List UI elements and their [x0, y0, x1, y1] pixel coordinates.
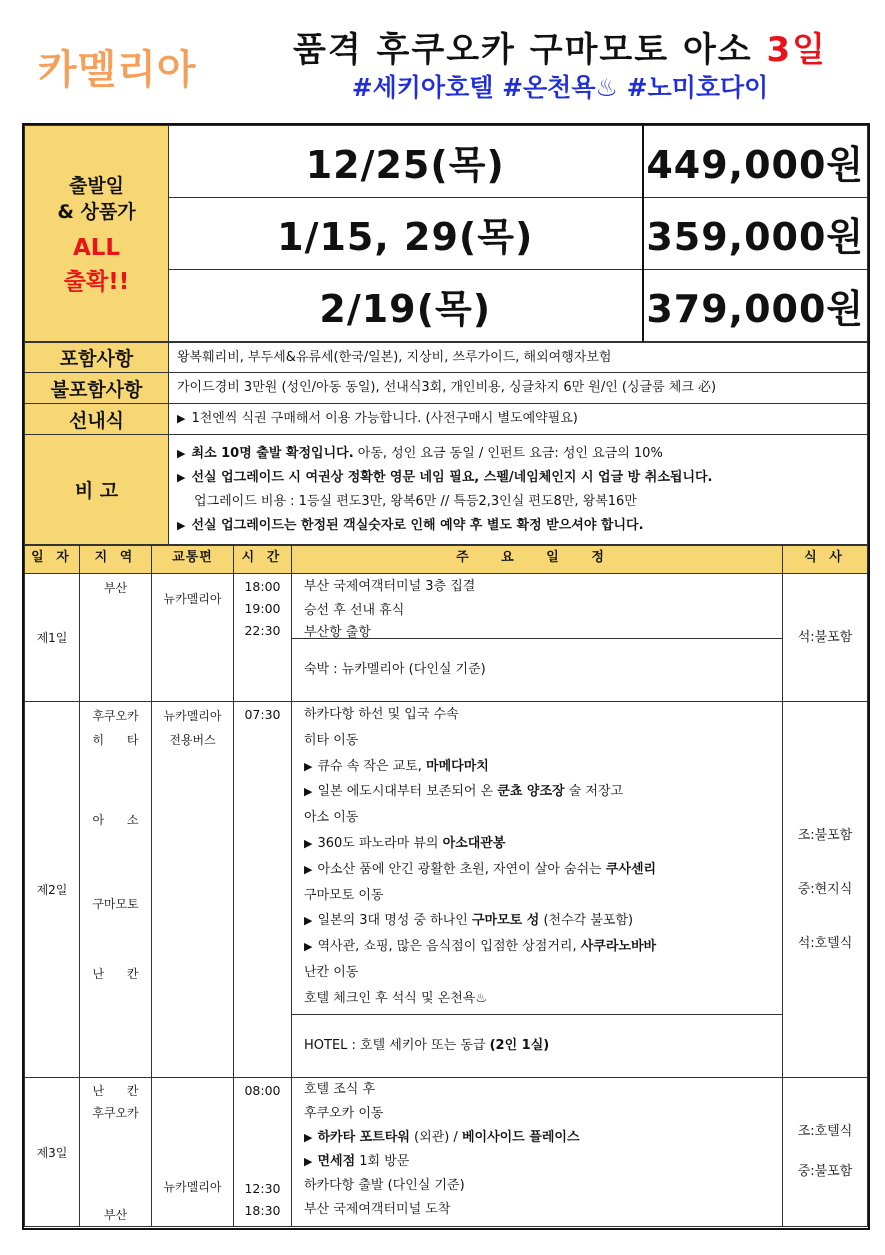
schedule-header-row: [25, 546, 868, 574]
departure-label-cell: [25, 126, 169, 342]
transport-cell: 뉴카멜리아 전용버스: [152, 702, 234, 1078]
departure-date: 12/25(목): [169, 126, 643, 198]
day-label: 제3일: [25, 1078, 80, 1227]
plan-cell: 호텔 조식 후 후쿠오카 이동 ▶ 하카타 포트타워 (외관) / 베이사이드 플레이스 ▶ 면세점 1회 방문 하카다항 출발 (다인실 기준) 부산 국제여객터미널 도착: [292, 1078, 783, 1227]
departure-label-all: ALL: [72, 234, 121, 261]
departure-price: 379,000원: [643, 270, 868, 342]
ship-meal-row: [25, 404, 868, 435]
triangle-bullet-icon: ▶: [304, 836, 313, 850]
included-label: 포함사항: [25, 343, 169, 373]
title-main: 품격 후쿠오카 구마모토 아소: [293, 30, 753, 70]
note-line: 업그레이드 비용 : 1등실 편도3만, 왕복6만 // 특등2,3인실 편도8만, 왕복16만: [194, 493, 637, 509]
time-cell: 18:00 19:00 22:30: [234, 574, 292, 702]
triangle-bullet-icon: ▶: [177, 470, 186, 484]
notes-text: [169, 435, 868, 545]
brand-logo-text: 카멜리아: [38, 47, 197, 93]
notes-label: 비 고: [25, 435, 169, 545]
excluded-text: 가이드경비 3만원 (성인/아동 동일), 선내식3회, 개인비용, 싱글차지 6만 원/인 (싱글룸 체크 必): [169, 373, 868, 404]
title-days: 3일: [766, 30, 827, 70]
area-cell: 난 칸 후쿠오카 부산: [80, 1078, 152, 1227]
triangle-bullet-icon: ▶: [304, 940, 313, 954]
plan-cell: 부산 국제여객터미널 3층 집결 승선 후 선내 휴식 부산항 출항 숙박 : 뉴카멜리아 (다인실 기준): [292, 574, 783, 702]
stay-info: 숙박 : 뉴카멜리아 (다인실 기준): [292, 638, 782, 700]
departure-label-confirmed: 출확!!: [63, 268, 130, 295]
departure-price: 449,000원: [643, 126, 868, 198]
triangle-bullet-icon: ▶: [177, 518, 186, 532]
excluded-row: [25, 373, 868, 404]
day-label: 제1일: [25, 574, 80, 702]
included-row: [25, 343, 868, 373]
header-plan: 주 요 일 정: [292, 546, 783, 574]
header-day: 일 자: [25, 546, 80, 574]
excluded-label: 불포함사항: [25, 373, 169, 404]
triangle-bullet-icon: ▶: [304, 862, 313, 876]
notes-row: [25, 435, 868, 545]
schedule-day-row: [25, 574, 868, 702]
plan-cell: 하카다항 하선 및 입국 수속 히타 이동 ▶ 큐슈 속 작은 교토, 마메다마치 ▶ 일본 에도시대부터 보존되어 온 쿤쵸 양조장 술 저장고 아소 이동 ▶ 360도 파노라마 뷰의 아소대관봉 ▶ 아소산 품에 안긴 광활한 초원, 자연이 살아 숨쉬는 쿠사센리 구마모토 이동 ▶ 일본의 3대 명성 중 하나인 구마모토 성 (천수각 불포함) ▶ 역사관, 쇼핑, 많은 음식점이 입점한 상점거리, 사쿠라노바바 난칸 이동 호텔 체크인 후 석식 및 온천욕♨ HOTEL : 호텔 세키아 또는 동급 (2인 1실): [292, 702, 783, 1078]
hashtags: #세키아호텔 #온천욕♨ #노미호다이: [351, 73, 769, 102]
triangle-bullet-icon: ▶: [304, 1155, 313, 1168]
area-cell: 후쿠오카 히 타 아 소 구마모토 난 칸: [80, 702, 152, 1078]
area-cell: 부산: [80, 574, 152, 702]
schedule-day-row: [25, 702, 868, 1078]
time-cell: 08:00 12:30 18:30: [234, 1078, 292, 1227]
header-area: 지 역: [80, 546, 152, 574]
page-title: [250, 22, 870, 71]
transport-cell: 뉴카멜리아: [152, 1078, 234, 1227]
info-table: [24, 342, 868, 545]
note-line: ▶ 선실 업그레이드는 한정된 객실숫자로 인해 예약 후 별도 확정 받으셔야 합니다.: [177, 517, 644, 533]
ship-meal-text: ▶ 1천엔씩 식권 구매해서 이용 가능합니다. (사전구매시 별도예약필요): [169, 404, 868, 435]
departure-price: 359,000원: [643, 198, 868, 270]
triangle-bullet-icon: ▶: [177, 412, 186, 425]
meal-cell: 조:호텔식 중:불포함: [783, 1078, 868, 1227]
schedule-day-row: [25, 1078, 868, 1227]
departure-date: 2/19(목): [169, 270, 643, 342]
departure-date: 1/15, 29(목): [169, 198, 643, 270]
transport-cell: 뉴카멜리아: [152, 574, 234, 702]
meal-cell: 석:불포함: [783, 574, 868, 702]
triangle-bullet-icon: ▶: [304, 759, 313, 773]
triangle-bullet-icon: ▶: [177, 446, 186, 460]
included-text: 왕복훼리비, 부두세&유류세(한국/일본), 지상비, 쓰루가이드, 해외여행자보험: [169, 343, 868, 373]
itinerary-box: [22, 123, 870, 1230]
header-meal: 식 사: [783, 546, 868, 574]
ship-meal-label: 선내식: [25, 404, 169, 435]
triangle-bullet-icon: ▶: [304, 914, 313, 928]
departure-label-2: & 상품가: [57, 200, 136, 223]
note-line: ▶ 최소 10명 출발 확정입니다. 아동, 성인 요금 동일 / 인펀트 요금: 성인 요금의 10%: [177, 445, 663, 461]
header-time: 시 간: [234, 546, 292, 574]
price-row: [25, 126, 868, 198]
time-cell: 07:30: [234, 702, 292, 1078]
triangle-bullet-icon: ▶: [304, 785, 313, 799]
stay-info: HOTEL : 호텔 세키아 또는 동급 (2인 1실): [292, 1014, 782, 1076]
note-line: ▶ 선실 업그레이드 시 여권상 정확한 영문 네임 필요, 스펠/네임체인지 시 업글 방 취소됩니다.: [177, 469, 713, 485]
meal-cell: 조:불포함 중:현지식 석:호텔식: [783, 702, 868, 1078]
departure-price-table: [24, 125, 868, 342]
triangle-bullet-icon: ▶: [304, 1131, 313, 1144]
schedule-table: [24, 545, 868, 1227]
day-label: 제2일: [25, 702, 80, 1078]
departure-label-1: 출발일: [68, 174, 125, 197]
header-transport: 교통편: [152, 546, 234, 574]
